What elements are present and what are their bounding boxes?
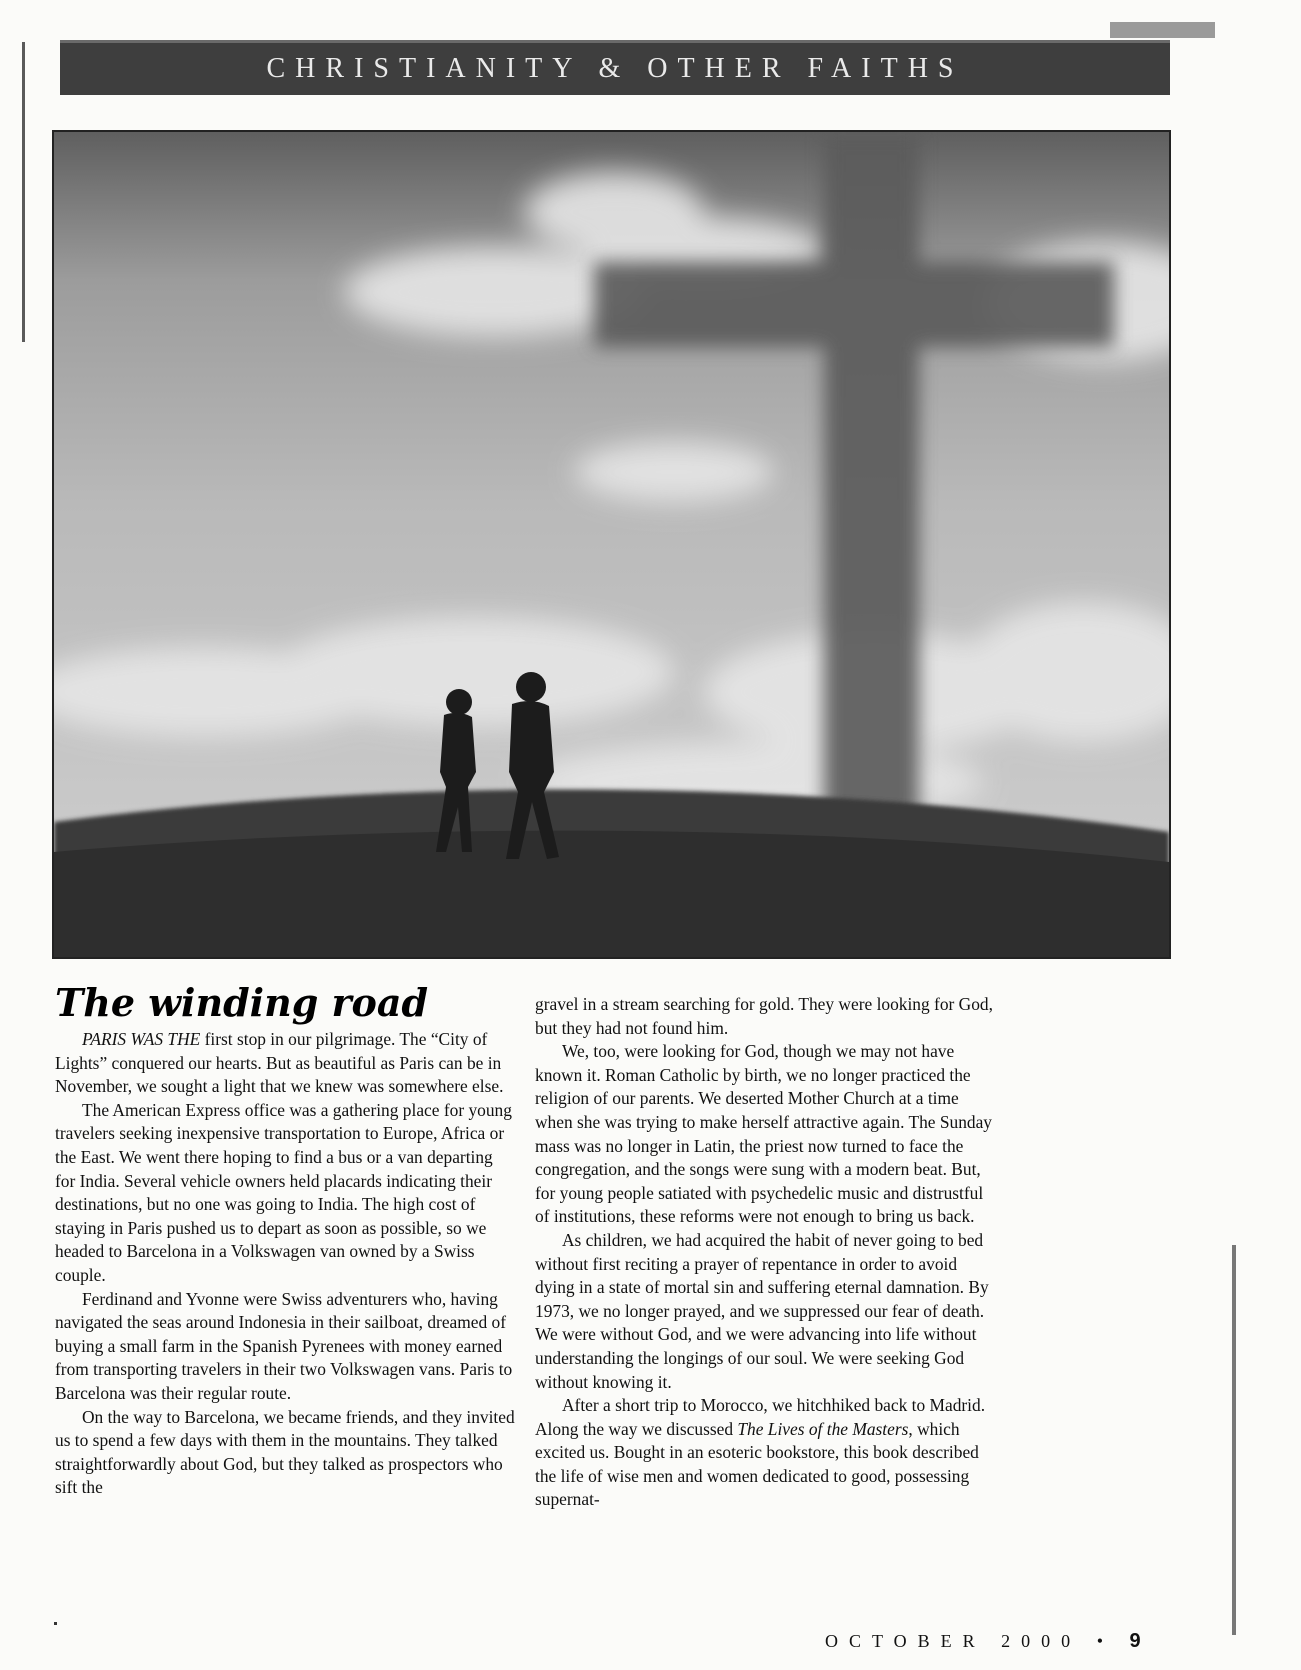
article-paragraph — [55, 1028, 515, 1099]
article-paragraph: gravel in a stream searching for gold. They were looking for God, but they had not found him. — [535, 994, 993, 1038]
page-number: 9 — [1129, 1630, 1141, 1652]
article-left-column — [55, 1028, 515, 1500]
article-paragraph: On the way to Barcelona, we became friends, and they invited us to spend a few days with them in the mountains. They talked straightforwardly about God, but they talked as prospectors who sift the — [55, 1406, 515, 1498]
section-banner — [60, 40, 1170, 95]
article-title: The winding road — [55, 980, 429, 1025]
top-edge-tab — [1110, 22, 1215, 38]
footer-bullet: • — [1096, 1631, 1114, 1651]
cover-photo — [52, 130, 1171, 959]
page-footer — [825, 1630, 1141, 1653]
article-paragraph — [535, 1394, 995, 1512]
print-speck — [54, 1622, 57, 1625]
book-title: The Lives of the Masters — [737, 1418, 909, 1439]
article-paragraph: Ferdinand and Yvonne were Swiss adventurers who, having navigated the seas around Indonesia in their sailboat, dreamed of buying a small farm in the Spanish Pyrenees with money earned from transporting travelers in their two Volkswagen vans. Paris to Barcelona was their regular route. — [55, 1288, 513, 1403]
article-right-column — [535, 993, 995, 1512]
paragraph-text: first stop in our pilgrimage. The “City of Lights” conquered our hearts. But as beautiful as Paris can be in November, we sought a light that we knew was somewhere else. — [55, 1029, 504, 1097]
article-paragraph: We, too, were looking for God, though we may not have known it. Roman Catholic by birth, we no longer practiced the religion of our parents. We deserted Mother Church at a time when she was trying to make herself attractive again. The Sunday mass was no longer in Latin, the priest now turned to face the congregation, and the songs were sung with a modern beat. But, for young people satiated with psychedelic music and distrustful of institutions, these reforms were not enough to bring us back. — [535, 1041, 993, 1227]
article-paragraph: The American Express office was a gathering place for young travelers seeking inexpensive transportation to Europe, Africa or the East. We went there hoping to find a bus or a van departing for India. Several vehicle owners held placards indicating their destinations, but no one was going to India. The high cost of staying in Paris pushed us to depart as soon as possible, so we headed to Barcelona in a Volkswagen van owned by a Swiss couple. — [55, 1099, 512, 1285]
article-lead-in: PARIS WAS THE — [82, 1029, 201, 1049]
left-margin-rule — [22, 42, 25, 342]
footer-date: OCTOBER 2000 — [825, 1631, 1082, 1651]
paragraph-text: After a short trip to Morocco, we hitchhiked back to Madrid. Along the way we discussed — [535, 1395, 986, 1439]
paragraph-text: , which excited us. Bought in an esoteric bookstore, this book described the life of wise men and women dedicated to good, possessing supernat- — [535, 1418, 979, 1510]
right-margin-rule — [1232, 1245, 1236, 1635]
article-paragraph: As children, we had acquired the habit of never going to bed without first reciting a prayer of repentance in order to avoid dying in a state of mortal sin and suffering eternal damnation. By 1973, we no longer prayed, and we suppressed our fear of death. We were without God, and we were advancing into life without understanding the longings of our soul. We were seeking God without knowing it. — [535, 1229, 989, 1392]
section-banner-text: CHRISTIANITY & OTHER FAITHS — [266, 53, 964, 84]
